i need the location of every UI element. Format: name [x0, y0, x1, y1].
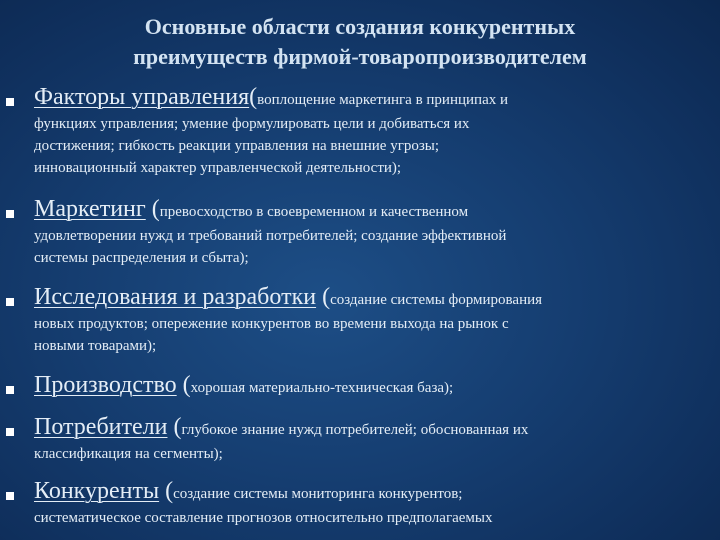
bullet-square: [6, 428, 14, 436]
bullet-square: [6, 298, 14, 306]
description-line: новых продуктов; опережение конкурентов во времени выхода на рынок с: [34, 316, 509, 332]
bullet-square: [6, 386, 14, 394]
slide-title: [60, 12, 660, 72]
item-description: хорошая материально-техническая база);: [190, 380, 454, 396]
item-description: превосходство в своевременном и качественном: [159, 204, 469, 220]
open-paren: (: [316, 284, 331, 310]
list-item-research: [34, 284, 714, 357]
open-paren: (: [176, 372, 191, 398]
description-line: функциях управления; умение формулировать цели и добиваться их: [34, 116, 470, 132]
description-line: удовлетворении нужд и требований потребителей; создание эффективной: [34, 228, 507, 244]
open-paren: (: [167, 414, 182, 440]
open-paren: (: [159, 478, 174, 504]
list-item-management: [34, 84, 714, 179]
item-description: создание системы мониторинга конкурентов;: [173, 486, 463, 502]
item-heading: Конкуренты: [34, 478, 160, 504]
bullet-square: [6, 98, 14, 106]
description-line: системы распределения и сбыта);: [34, 250, 249, 266]
title-line-2: преимуществ фирмой-товаропроизводителем: [133, 44, 587, 69]
title-line-1: Основные области создания конкурентных: [144, 14, 576, 39]
description-line: новыми товарами);: [34, 338, 157, 354]
list-item-production: [34, 372, 714, 399]
item-heading: Исследования и разработки: [34, 284, 317, 310]
list-item-competitors: [34, 478, 714, 529]
description-line: классификация на сегменты);: [34, 446, 223, 462]
description-line: систематическое составление прогнозов относительно предполагаемых: [34, 510, 493, 526]
description-line: достижения; гибкость реакции управления на внешние угрозы;: [34, 138, 440, 154]
item-description: создание системы формирования: [330, 292, 543, 308]
item-heading: Маркетинг: [34, 196, 146, 222]
open-paren: (: [145, 196, 160, 222]
item-heading: Факторы управления: [34, 84, 250, 110]
item-heading: Потребители: [34, 414, 168, 440]
list-item-marketing: [34, 196, 714, 269]
bullet-square: [6, 492, 14, 500]
description-line: инновационный характер управленческой деятельности);: [34, 160, 402, 176]
list-item-consumers: [34, 414, 714, 465]
open-paren: (: [249, 84, 258, 110]
item-description: глубокое знание нужд потребителей; обоснованная их: [181, 422, 529, 438]
item-description: воплощение маркетинга в принципах и: [257, 92, 509, 108]
item-heading: Производство: [34, 372, 177, 398]
bullet-square: [6, 210, 14, 218]
